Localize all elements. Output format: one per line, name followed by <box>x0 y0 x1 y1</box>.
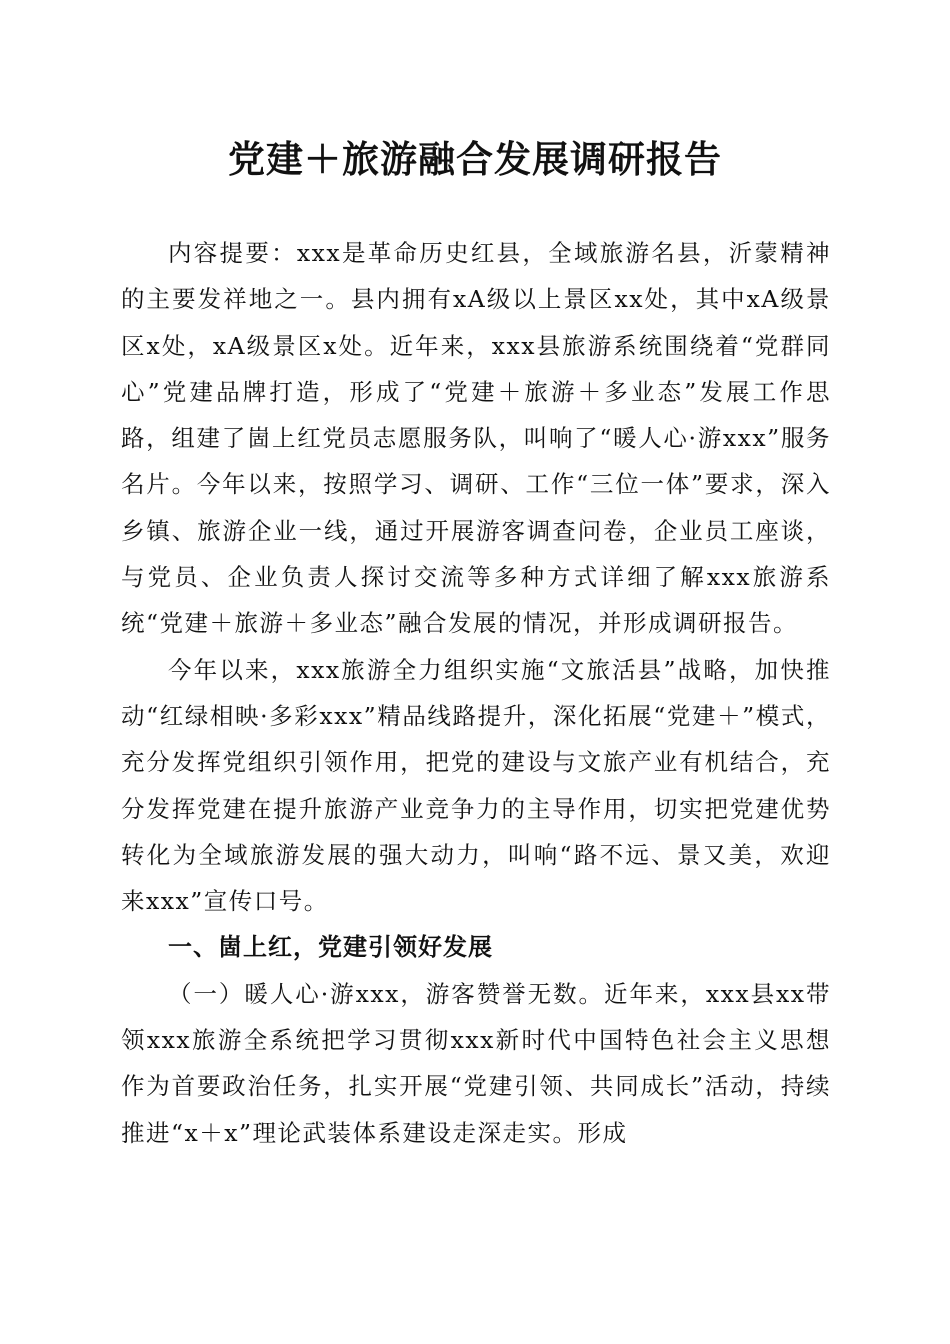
document-title: 党建＋旅游融合发展调研报告 <box>228 137 722 181</box>
subsection-lead: （一）暖人心·游xxx，游客赞誉无数。 <box>168 979 605 1008</box>
section-heading: 一、崮上红，党建引领好发展 <box>168 933 493 962</box>
abstract-paragraph: 内容提要：xxx是革命历史红县，全域旅游名县，沂蒙精神的主要发祥地之一。县内拥有xA级以上景区xx处，其中xA级景区x处，xA级景区x处。近年来，xxx县旅游系统围绕着“党群同心”党建品牌打造，形成了“党建＋旅游＋多业态”发展工作思路，组建了崮上红党员志愿服务队，叫响了“暖人心·游xxx”服务名片。今年以来，按照学习、调研、工作“三位一体”要求，深入乡镇、旅游企业一线，通过开展游客调查问卷，企业员工座谈，与党员、企业负责人探讨交流等多种方式详细了解xxx旅游系统“党建＋旅游＋多业态”融合发展的情况，并形成调研报告。 <box>121 239 831 638</box>
subsection-paragraph <box>121 971 831 1156</box>
intro-paragraph: 今年以来，xxx旅游全力组织实施“文旅活县”战略，加快推动“红绿相映·多彩xxx”精品线路提升，深化拓展“党建＋”模式，充分发挥党组织引领作用，把党的建设与文旅产业有机结合，充分发挥党建在提升旅游产业竞争力的主导作用，切实把党建优势转化为全域旅游发展的强大动力，叫响“路不远、景又美，欢迎来xxx”宣传口号。 <box>121 655 831 916</box>
document-body <box>121 230 831 1156</box>
subsection-text: 近年来，xxx县xx带领xxx旅游全系统把学习贯彻xxx新时代中国特色社会主义思想作为首要政治任务，扎实开展“党建引领、共同成长”活动，持续推进“x＋x”理论武装体系建设走深走实。形成 <box>121 979 831 1147</box>
